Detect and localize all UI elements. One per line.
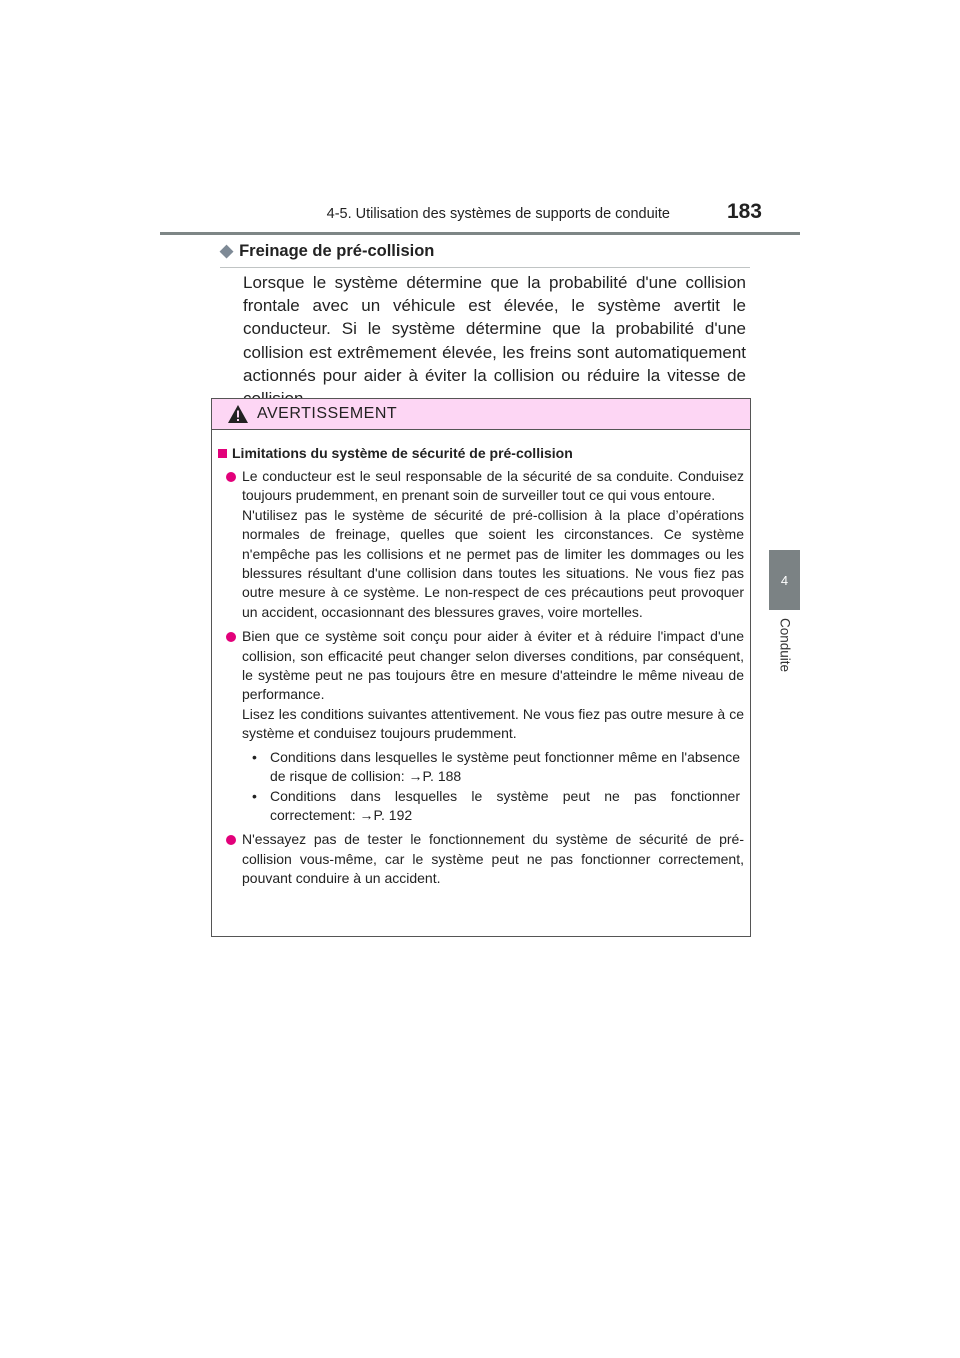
condition-item-text: Conditions dans lesquelles le système peut ne pas fonctionner correctement: →P. 192 [270, 787, 740, 823]
warning-item-paragraph: Le conducteur est le seul responsable de la sécurité de sa conduite. Conduisez toujours prudemment, en prenant soin de surveiller tout ce qui vous entoure. [242, 468, 744, 504]
warning-title: AVERTISSEMENT [257, 405, 398, 422]
warning-box [211, 398, 751, 937]
section-heading-text: Freinage de pré-collision [239, 242, 435, 260]
warning-item [218, 467, 744, 622]
warning-item-paragraph: N'utilisez pas le système de sécurité de pré-collision à la place d’opérations normales de freinage, quelles que soient les circonstances. Ce système n'empêche pas les collisions et ne permet pas de limiter les dommages ou les blessures résultant d'une collision dans toutes les situations. Ne vous fiez pas outre mesure à ce système. Le non-respect de ces précautions peut provoquer un accident, occasionnant des blessures graves, voire mortelles. [242, 506, 744, 620]
warning-item-paragraph: N'essayez pas de tester le fonctionnement du système de sécurité de pré-collision vous-même, car le système peut ne pas fonctionner correctement, pouvant conduire à un accident. [242, 831, 744, 887]
chapter-label: Conduite [777, 618, 793, 673]
warning-header [212, 399, 750, 430]
diamond-icon: ◆ [220, 241, 234, 260]
chapter-tab: 4 [769, 550, 800, 610]
bullet-icon: • [252, 787, 257, 804]
header-divider [160, 232, 800, 235]
square-bullet-icon [218, 449, 227, 458]
warning-item [218, 830, 744, 888]
condition-item [242, 748, 744, 787]
section-heading [220, 241, 750, 268]
running-header: 4-5. Utilisation des systèmes de supports de conduite [326, 206, 670, 222]
warning-subheading-text: Limitations du système de sécurité de pré-collision [232, 445, 573, 461]
bullet-icon: • [252, 748, 257, 765]
warning-item-paragraph: Bien que ce système soit conçu pour aider à éviter et à réduire l'impact d'une collision, son efficacité peut changer selon diverses conditions, par conséquent, le système peut ne pas toujours être en mesure d'atteindre le même niveau de performance. [242, 628, 744, 703]
bullet-dot-icon [226, 632, 236, 642]
bullet-dot-icon [226, 472, 236, 482]
condition-item [242, 787, 744, 826]
condition-item-text: Conditions dans lesquelles le système peut fonctionner même en l'absence de risque de collision: →P. 188 [270, 748, 740, 785]
condition-list [242, 748, 744, 826]
warning-triangle-icon [227, 404, 249, 424]
warning-item-paragraph: Lisez les conditions suivantes attentivement. Ne vous fiez pas outre mesure à ce système et conduisez toujours prudemment. [242, 705, 744, 742]
page-number: 183 [726, 200, 762, 223]
bullet-dot-icon [226, 835, 236, 845]
section-body: Lorsque le système détermine que la probabilité d'une collision frontale avec un véhicule est élevée, le système avertit le conducteur. Si le système détermine que la probabilité d'une collision est extrêmement élevée, les freins sont automatiquement actionnés pour aider à éviter la collision ou réduire la vitesse de [243, 273, 746, 385]
warning-subheading [218, 443, 744, 463]
warning-item [218, 627, 744, 825]
warning-body [212, 430, 750, 889]
